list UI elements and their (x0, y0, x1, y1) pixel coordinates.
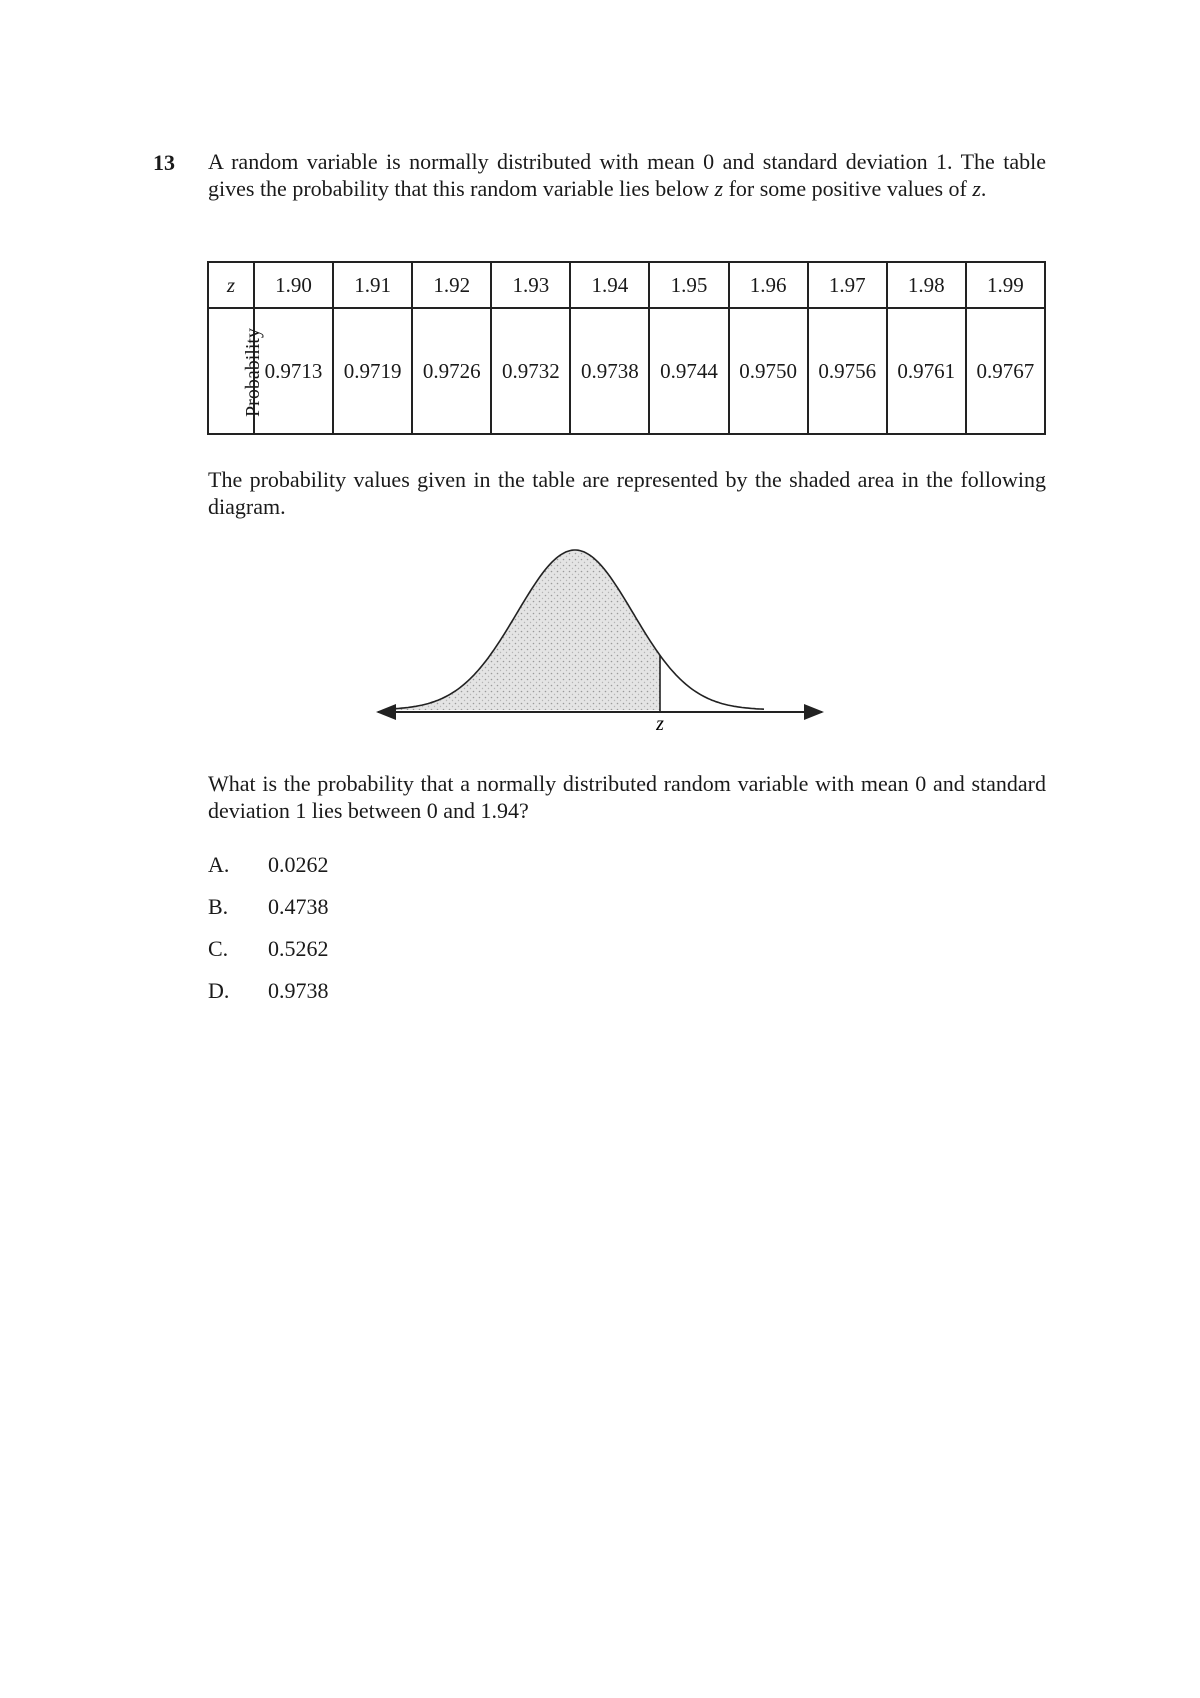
question-number: 13 (153, 150, 175, 175)
option-letter: A. (208, 852, 230, 877)
intro-text-3: . (980, 176, 987, 201)
z-value-cell: 1.93 (491, 262, 570, 308)
option-letter: D. (208, 978, 230, 1003)
z-header-label: z (226, 272, 236, 297)
z-value-cell: 1.98 (887, 262, 966, 308)
probability-cell: 0.9738 (570, 308, 649, 434)
shaded-area (390, 550, 660, 710)
probability-cell: 0.9719 (333, 308, 412, 434)
intro-z-var-2: z (972, 176, 981, 201)
probability-cell: 0.9756 (808, 308, 887, 434)
probability-cell: 0.9726 (412, 308, 491, 434)
z-value-cell: 1.94 (570, 262, 649, 308)
z-header-cell (208, 262, 254, 308)
z-value-cell: 1.99 (966, 262, 1045, 308)
z-value-cell: 1.91 (333, 262, 412, 308)
probability-cell: 0.9767 (966, 308, 1045, 434)
z-value-cell: 1.97 (808, 262, 887, 308)
probability-cell: 0.9713 (254, 308, 333, 434)
option-letter: B. (208, 894, 229, 919)
probability-cell: 0.9732 (491, 308, 570, 434)
z-value-cell: 1.96 (729, 262, 808, 308)
question-text: What is the probability that a normally distributed random variable with mean 0 and standard deviation 1 lies between 0 and 1.94? (208, 771, 1046, 823)
option-letter: C. (208, 936, 229, 961)
intro-text-2: for some positive values of (723, 176, 973, 201)
table-row-z (208, 262, 1045, 308)
z-value-cell: 1.92 (412, 262, 491, 308)
probability-cell: 0.9761 (887, 308, 966, 434)
z-value-cell: 1.95 (649, 262, 728, 308)
probability-header-label: Probability (241, 327, 264, 417)
normal-curve-diagram (370, 540, 830, 740)
intro-text-1: A random variable is normally distributed with mean 0 and standard deviation 1. The table gives the probability that this random variable lies below (208, 149, 1046, 201)
option-value: 0.0262 (268, 852, 329, 877)
option-value: 0.9738 (268, 978, 329, 1003)
z-value-cell: 1.90 (254, 262, 333, 308)
z-probability-table (207, 261, 1046, 435)
table-row-probability (208, 308, 1045, 434)
question-intro (208, 148, 1046, 202)
intro-z-var: z (714, 176, 724, 201)
z-axis-label: z (656, 713, 664, 735)
option-value: 0.4738 (268, 894, 329, 919)
diagram-description: The probability values given in the table are represented by the shaded area in the following diagram. (208, 467, 1046, 519)
probability-header-cell (208, 308, 264, 434)
probability-cell: 0.9744 (649, 308, 728, 434)
probability-cell: 0.9750 (729, 308, 808, 434)
option-value: 0.5262 (268, 936, 329, 961)
